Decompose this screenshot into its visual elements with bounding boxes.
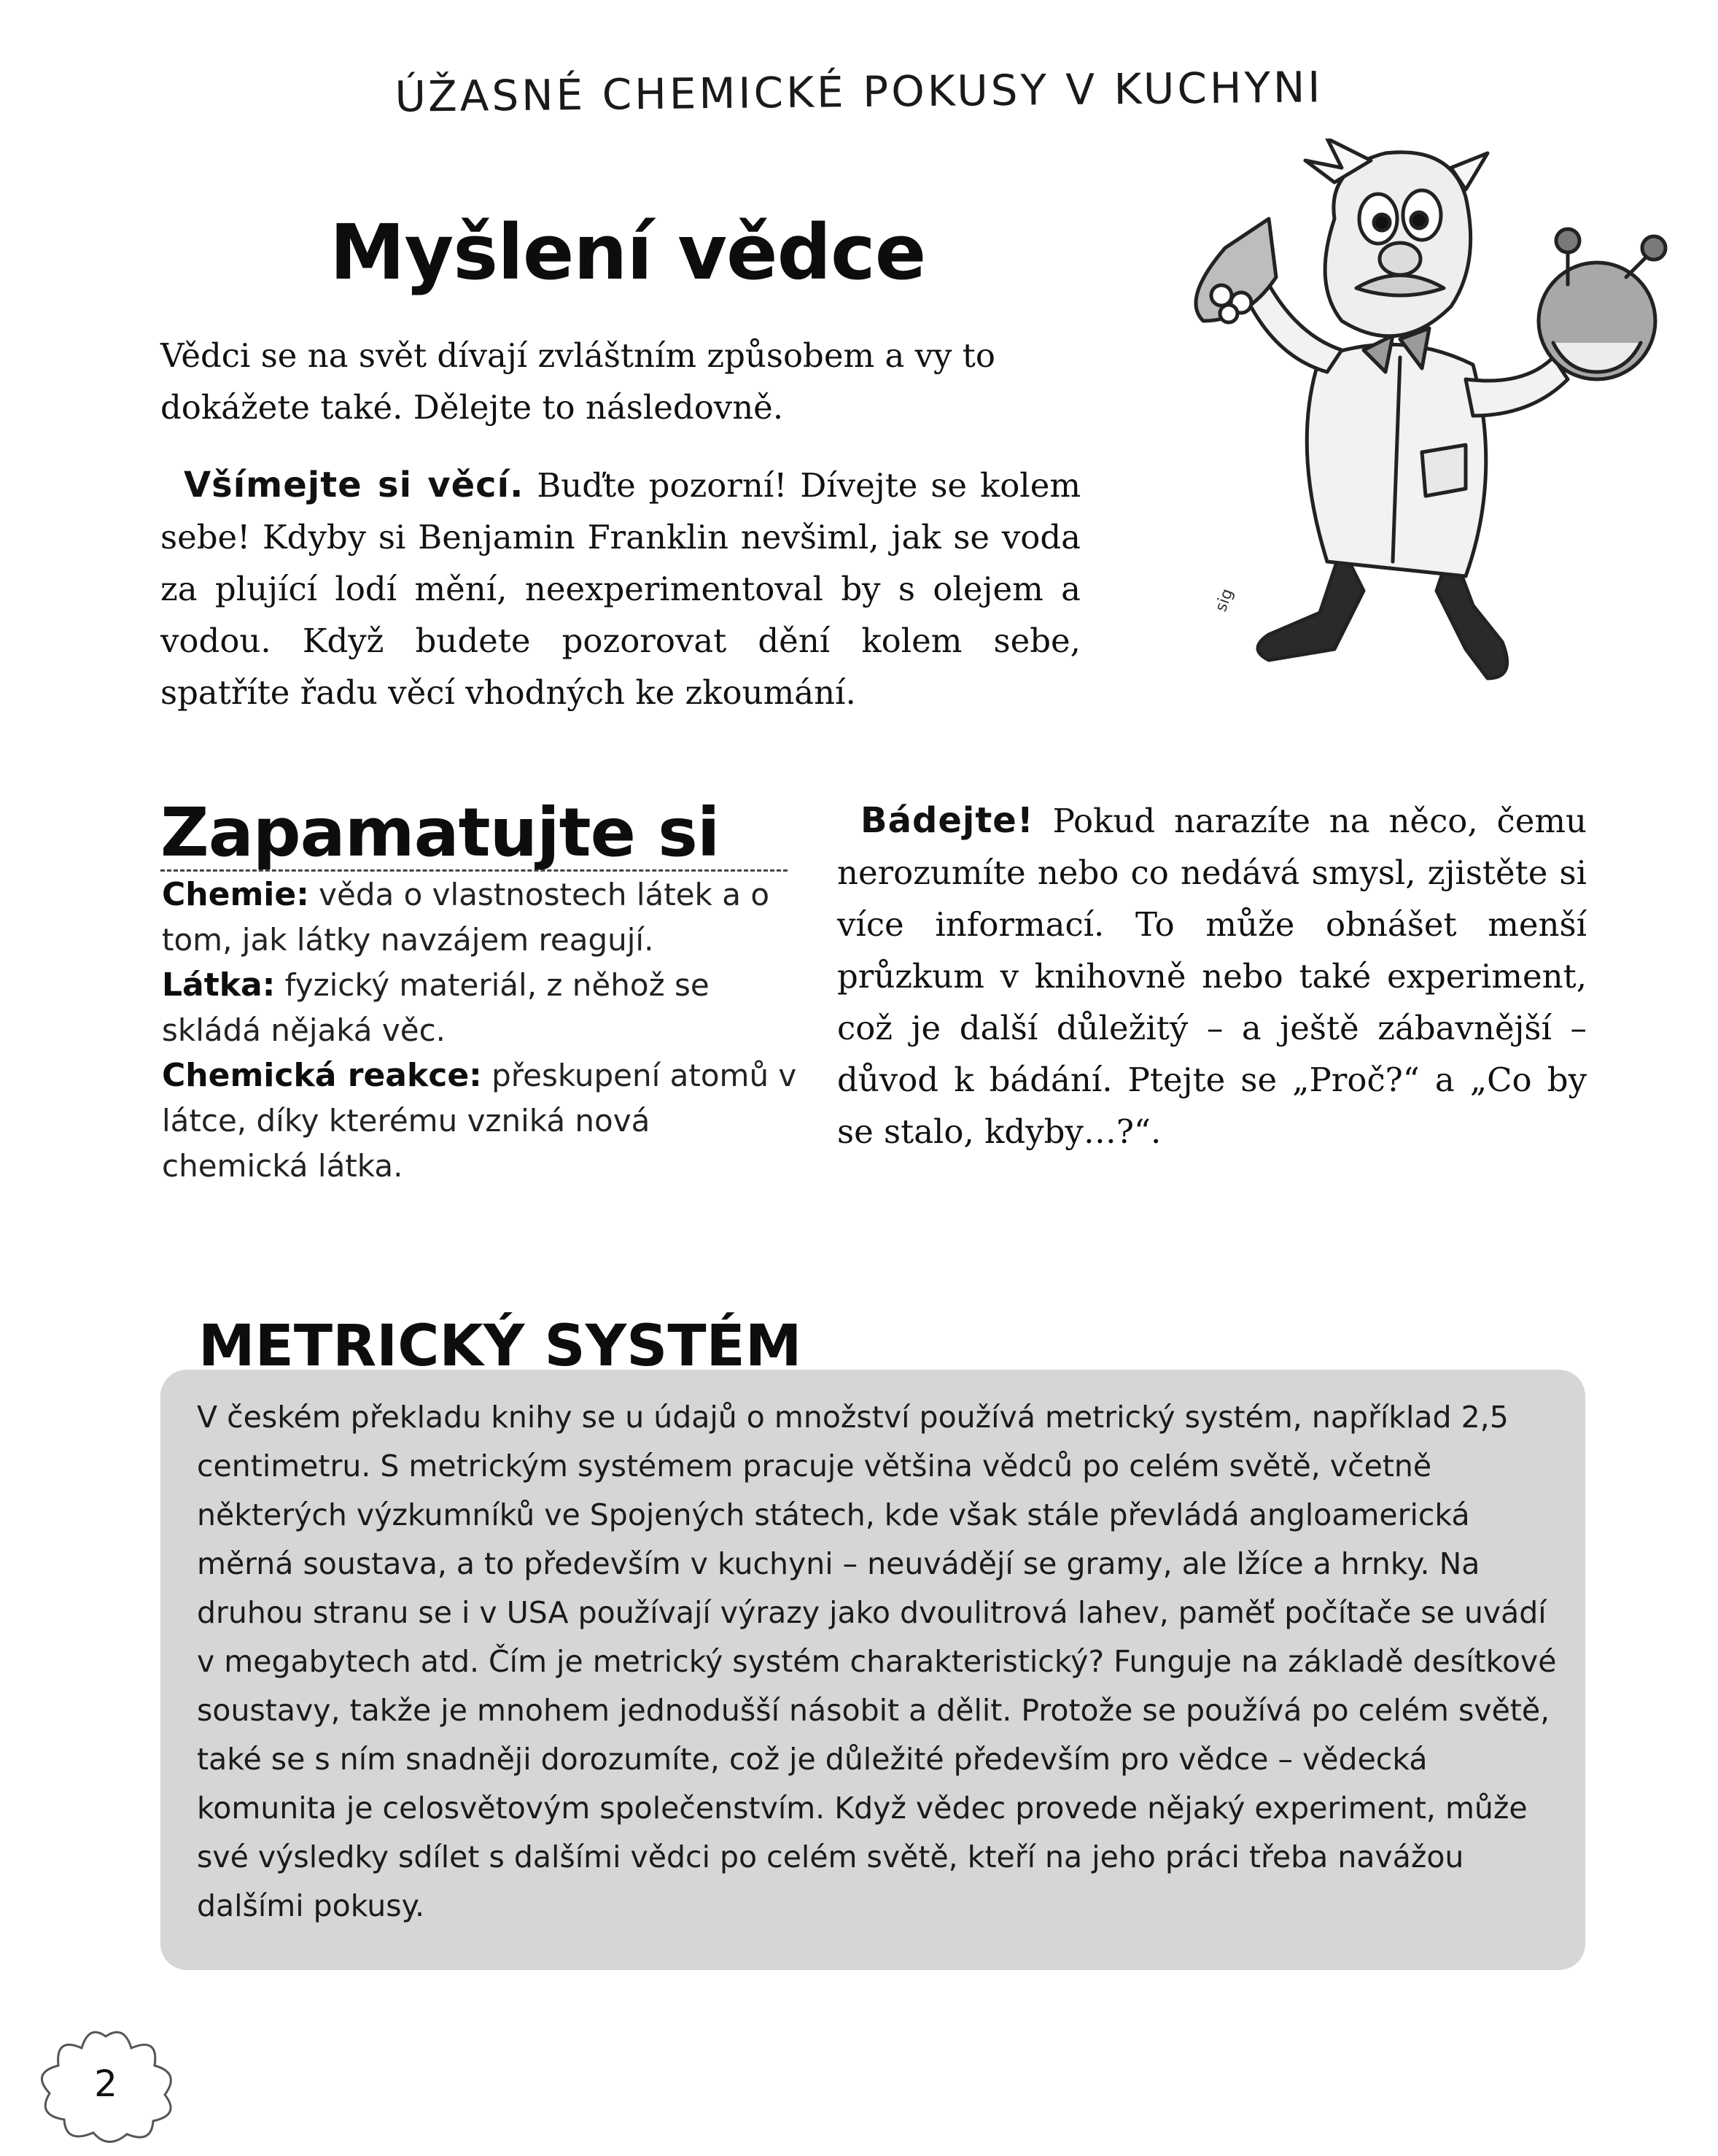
explore-lead: Bádejte! <box>860 800 1034 841</box>
explore-paragraph <box>837 795 1587 1158</box>
observe-text: Buďte pozorní! Dívejte se kolem sebe! Kdyby si Benjamin Franklin nevšiml, jak se voda za plující lodí mění, neexperimentoval by s olejem a vodou. Když budete pozorovat dění kolem sebe, spatříte řadu věcí vhodných ke zkoumání. <box>160 466 1081 712</box>
glossary-item <box>162 872 804 963</box>
glossary-term: Chemická reakce: <box>162 1057 482 1094</box>
observe-lead: Všímejte si věcí. <box>184 465 524 505</box>
glossary-definition: věda o vlastnostech látek a o tom, jak látky navzájem reagují. <box>162 877 770 958</box>
glossary-term: Chemie: <box>162 876 309 913</box>
metric-text: V českém překladu knihy se u údajů o množství používá metrický systém, například 2,5 centimetru. S metrickým systémem pracuje většina vědců po celém světě, včetně některých výzkumníků ve Spojených státech, kde však stále převládá angloamerická měrná soustava, a to především v kuchyni – neuvádějí se gramy, ale lžíce a hrnky. Na druhou stranu se i v USA používají výrazy jako dvoulitrová lahev, paměť počítače se uvádí v megabytech atd. Čím je metrický systém charakteristický? Funguje na základě desítkové soustavy, takže je mnohem jednodušší násobit a dělit. Protože se používá po celém světě, také se s ním snadněji dorozumíte, což je důležité především pro vědce – vědecká komunita je celosvětovým společenstvím. Když vědec provede nějaký experiment, může své výsledky sdílet s dalšími vědci po celém světě, kteří na jeho práci třeba navážou dalšími pokusy. <box>197 1400 1557 1923</box>
metric-heading: METRICKÝ SYSTÉM <box>198 1314 802 1379</box>
glossary-item <box>162 963 804 1053</box>
scientist-illustration <box>1159 139 1684 707</box>
svg-text:sig: sig <box>1212 586 1237 615</box>
observe-paragraph <box>160 459 1081 718</box>
glossary-list <box>162 872 804 1189</box>
explore-text: Pokud narazíte na něco, čemu nerozumíte nebo co nedává smysl, zjistěte si více informací. To může obnášet menší průzkum v knihovně nebo také experiment, což je další důležitý – a ještě zábavnější – důvod k bádání. Ptejte se „Proč?“ a „Co by se stalo, kdyby…?“. <box>837 802 1587 1151</box>
glossary-definition: fyzický materiál, z něhož se skládá nějaká věc. <box>162 967 710 1048</box>
glossary-item <box>162 1053 804 1189</box>
remember-heading: Zapamatujte si <box>160 794 720 872</box>
running-head: ÚŽASNÉ CHEMICKÉ POKUSY V KUCHYNI <box>394 62 1324 122</box>
glossary-definition: přeskupení atomů v látce, díky kterému vzniká nová chemická látka. <box>162 1058 797 1184</box>
page-number: 2 <box>94 2063 117 2105</box>
remember-dashed-divider <box>160 869 788 872</box>
intro-paragraph: Vědci se na svět dívají zvláštním způsobem a vy to dokážete také. Dělejte to následovně. <box>160 336 995 427</box>
page-title: Myšlení vědce <box>330 208 926 297</box>
glossary-term: Látka: <box>162 966 276 1004</box>
